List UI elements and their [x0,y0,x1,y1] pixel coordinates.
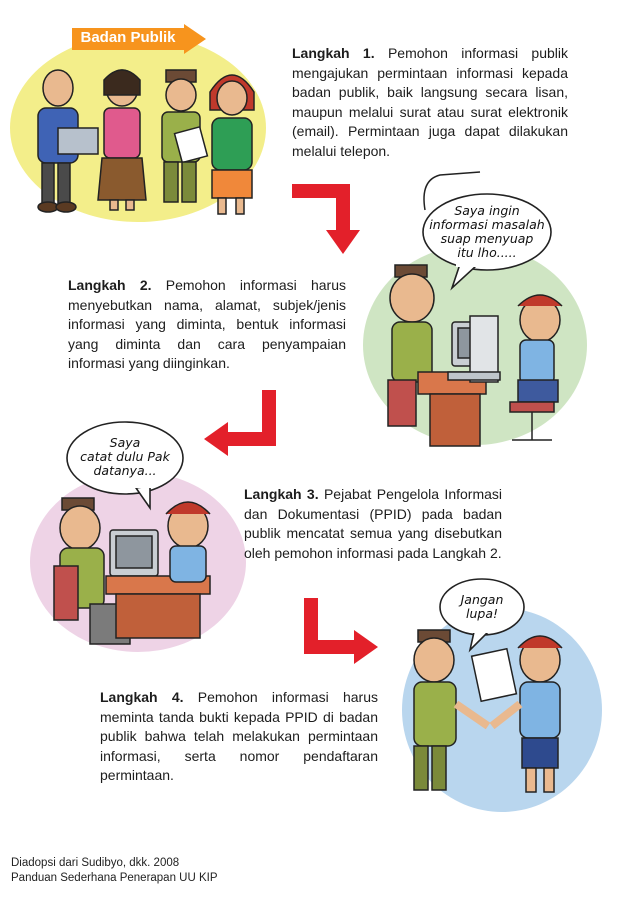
source-line-1: Diadopsi dari Sudibyo, dkk. 2008 [11,857,180,869]
step-3 [244,485,502,563]
bubble-1-line: itu lho..... [457,245,517,260]
source-credit [11,856,218,886]
step-4-body: Pemohon informasi harus meminta tanda bukti kepada PPID di badan publik bahwa telah melakukan permintaan informasi, serta nomor pendaftaran permintaan. [100,689,378,783]
step-1-title: Langkah 1. [292,45,375,61]
speech-bubble-1 [425,204,549,260]
bubble-2-line: Saya [109,435,141,450]
step-1 [292,44,568,161]
bubble-3-line: Jangan [460,592,504,607]
flow-arrow-3 [304,598,378,664]
bubble-2-line: datanya... [93,463,157,478]
badan-publik-label: Badan Publik [80,29,176,46]
step-4 [100,688,378,786]
step-2-body: Pemohon informasi harus menyebutkan nama, alamat, subjek/jenis informasi yang diminta, bentuk informasi yang diminta dan cara penyampaian informasi yang diinginkan. [68,277,346,371]
bubble-2-line: catat dulu Pak [80,449,170,464]
speech-bubble-2 [68,436,182,478]
person-woman-phone [98,70,146,210]
step-1-body: Pemohon informasi publik mengajukan permintaan informasi kepada badan publik, baik langsung secara lisan, maupun melalui surat atau surat elektronik (email). Permintaan juga dapat dilakukan melalui telepon. [292,45,568,159]
step-4-title: Langkah 4. [100,689,184,705]
bubble-1-line: suap menyuap [440,231,534,246]
flow-arrow-2 [204,390,276,456]
bubble-1-line: informasi masalah [429,217,545,232]
speech-bubble-3 [444,593,520,621]
person-woman-red-hair [210,75,254,214]
step-2 [68,276,346,374]
bubble-1-line: Saya ingin [454,203,520,218]
step-3-body: Pejabat Pengelola Informasi dan Dokumentasi (PPID) pada badan publik mencatat semua yang disebutkan oleh pemohon informasi pada Langkah 2. [244,486,503,561]
source-line-2: Panduan Sederhana Penerapan UU KIP [11,872,218,884]
badan-publik-tag [72,24,206,54]
flow-arrow-1 [292,184,360,254]
bubble-3-line: lupa! [465,606,498,621]
step-3-title: Langkah 3. [244,486,319,502]
step-2-title: Langkah 2. [68,277,152,293]
